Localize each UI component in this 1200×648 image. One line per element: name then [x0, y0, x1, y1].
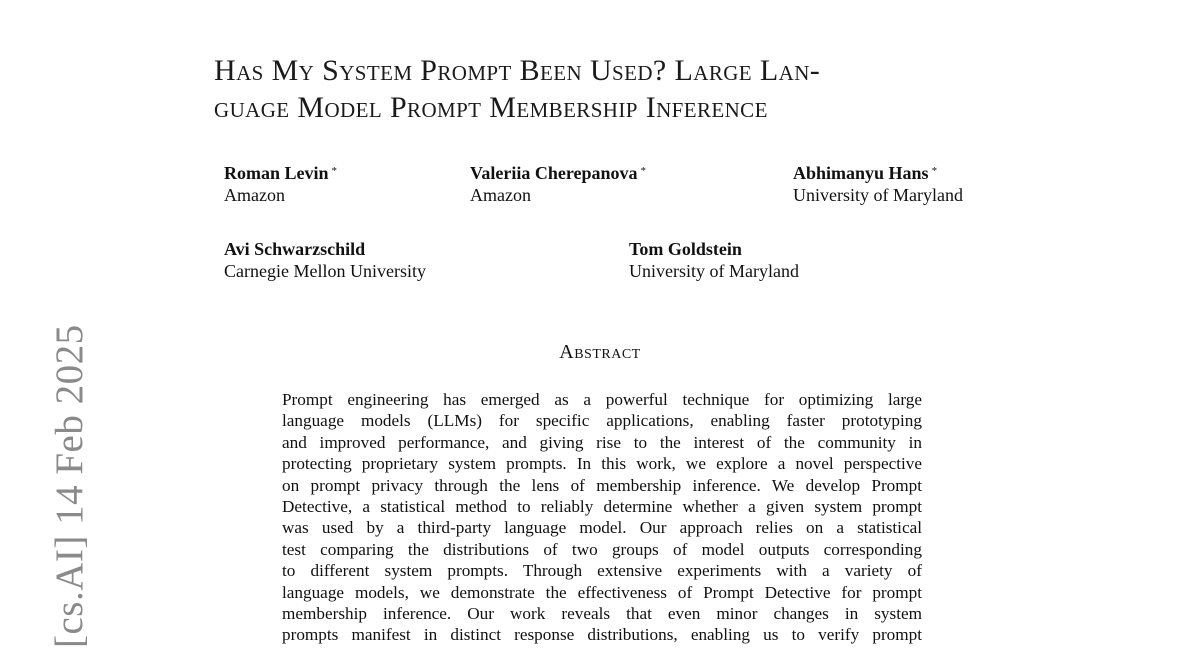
paper-title — [214, 52, 1014, 126]
arxiv-identifier-stamp: [cs.AI] 14 Feb 2025 — [48, 324, 91, 648]
abstract-line: test comparing the distributions of two groups of model outputs corresponding — [282, 539, 922, 559]
author-affiliation: University of Maryland — [629, 261, 799, 281]
author-block — [793, 162, 963, 206]
abstract-line: protecting proprietary system prompts. In this work, we explore a novel perspective — [282, 454, 922, 474]
paper-title-line-1: Has My System Prompt Been Used? Large Lan- — [214, 54, 821, 87]
author-block — [224, 238, 426, 282]
abstract-line: was used by a third-party language model. Our approach relies on a statistical — [282, 518, 922, 538]
abstract-line: prompts manifest in distinct response distributions, enabling us to verify prompt — [282, 625, 922, 645]
author-name: Valeriia Cherepanova — [470, 163, 638, 183]
abstract-line: and improved performance, and giving rise to the interest of the community in — [282, 432, 922, 452]
author-block — [629, 238, 799, 282]
abstract-body — [282, 389, 922, 646]
paper-title-line-2: guage Model Prompt Membership Inference — [214, 91, 768, 124]
author-name: Roman Levin — [224, 163, 329, 183]
abstract-heading-text: Abstract — [559, 341, 641, 363]
author-affiliation: Carnegie Mellon University — [224, 261, 426, 281]
author-block — [470, 162, 646, 206]
equal-contribution-mark: * — [640, 165, 647, 177]
abstract-heading — [0, 340, 1200, 364]
abstract-line: to different system prompts. Through extensive experiments with a variety of — [282, 561, 922, 581]
equal-contribution-mark: * — [331, 165, 338, 177]
author-affiliation: University of Maryland — [793, 185, 963, 205]
abstract-line: membership inference. Our work reveals that even minor changes in system — [282, 604, 922, 624]
author-name: Tom Goldstein — [629, 239, 742, 259]
abstract-line: language models, we demonstrate the effectiveness of Prompt Detective for prompt — [282, 582, 922, 602]
equal-contribution-mark: * — [931, 165, 938, 177]
abstract-line: Detective, a statistical method to reliably determine whether a given system prompt — [282, 497, 922, 517]
abstract-line: on prompt privacy through the lens of membership inference. We develop Prompt — [282, 475, 922, 495]
author-affiliation: Amazon — [224, 185, 285, 205]
author-affiliation: Amazon — [470, 185, 531, 205]
author-name: Avi Schwarzschild — [224, 239, 366, 259]
author-name: Abhimanyu Hans — [793, 163, 929, 183]
author-block — [224, 162, 337, 206]
abstract-line: language models (LLMs) for specific applications, enabling faster prototyping — [282, 411, 922, 431]
abstract-line: Prompt engineering has emerged as a powerful technique for optimizing large — [282, 390, 922, 409]
